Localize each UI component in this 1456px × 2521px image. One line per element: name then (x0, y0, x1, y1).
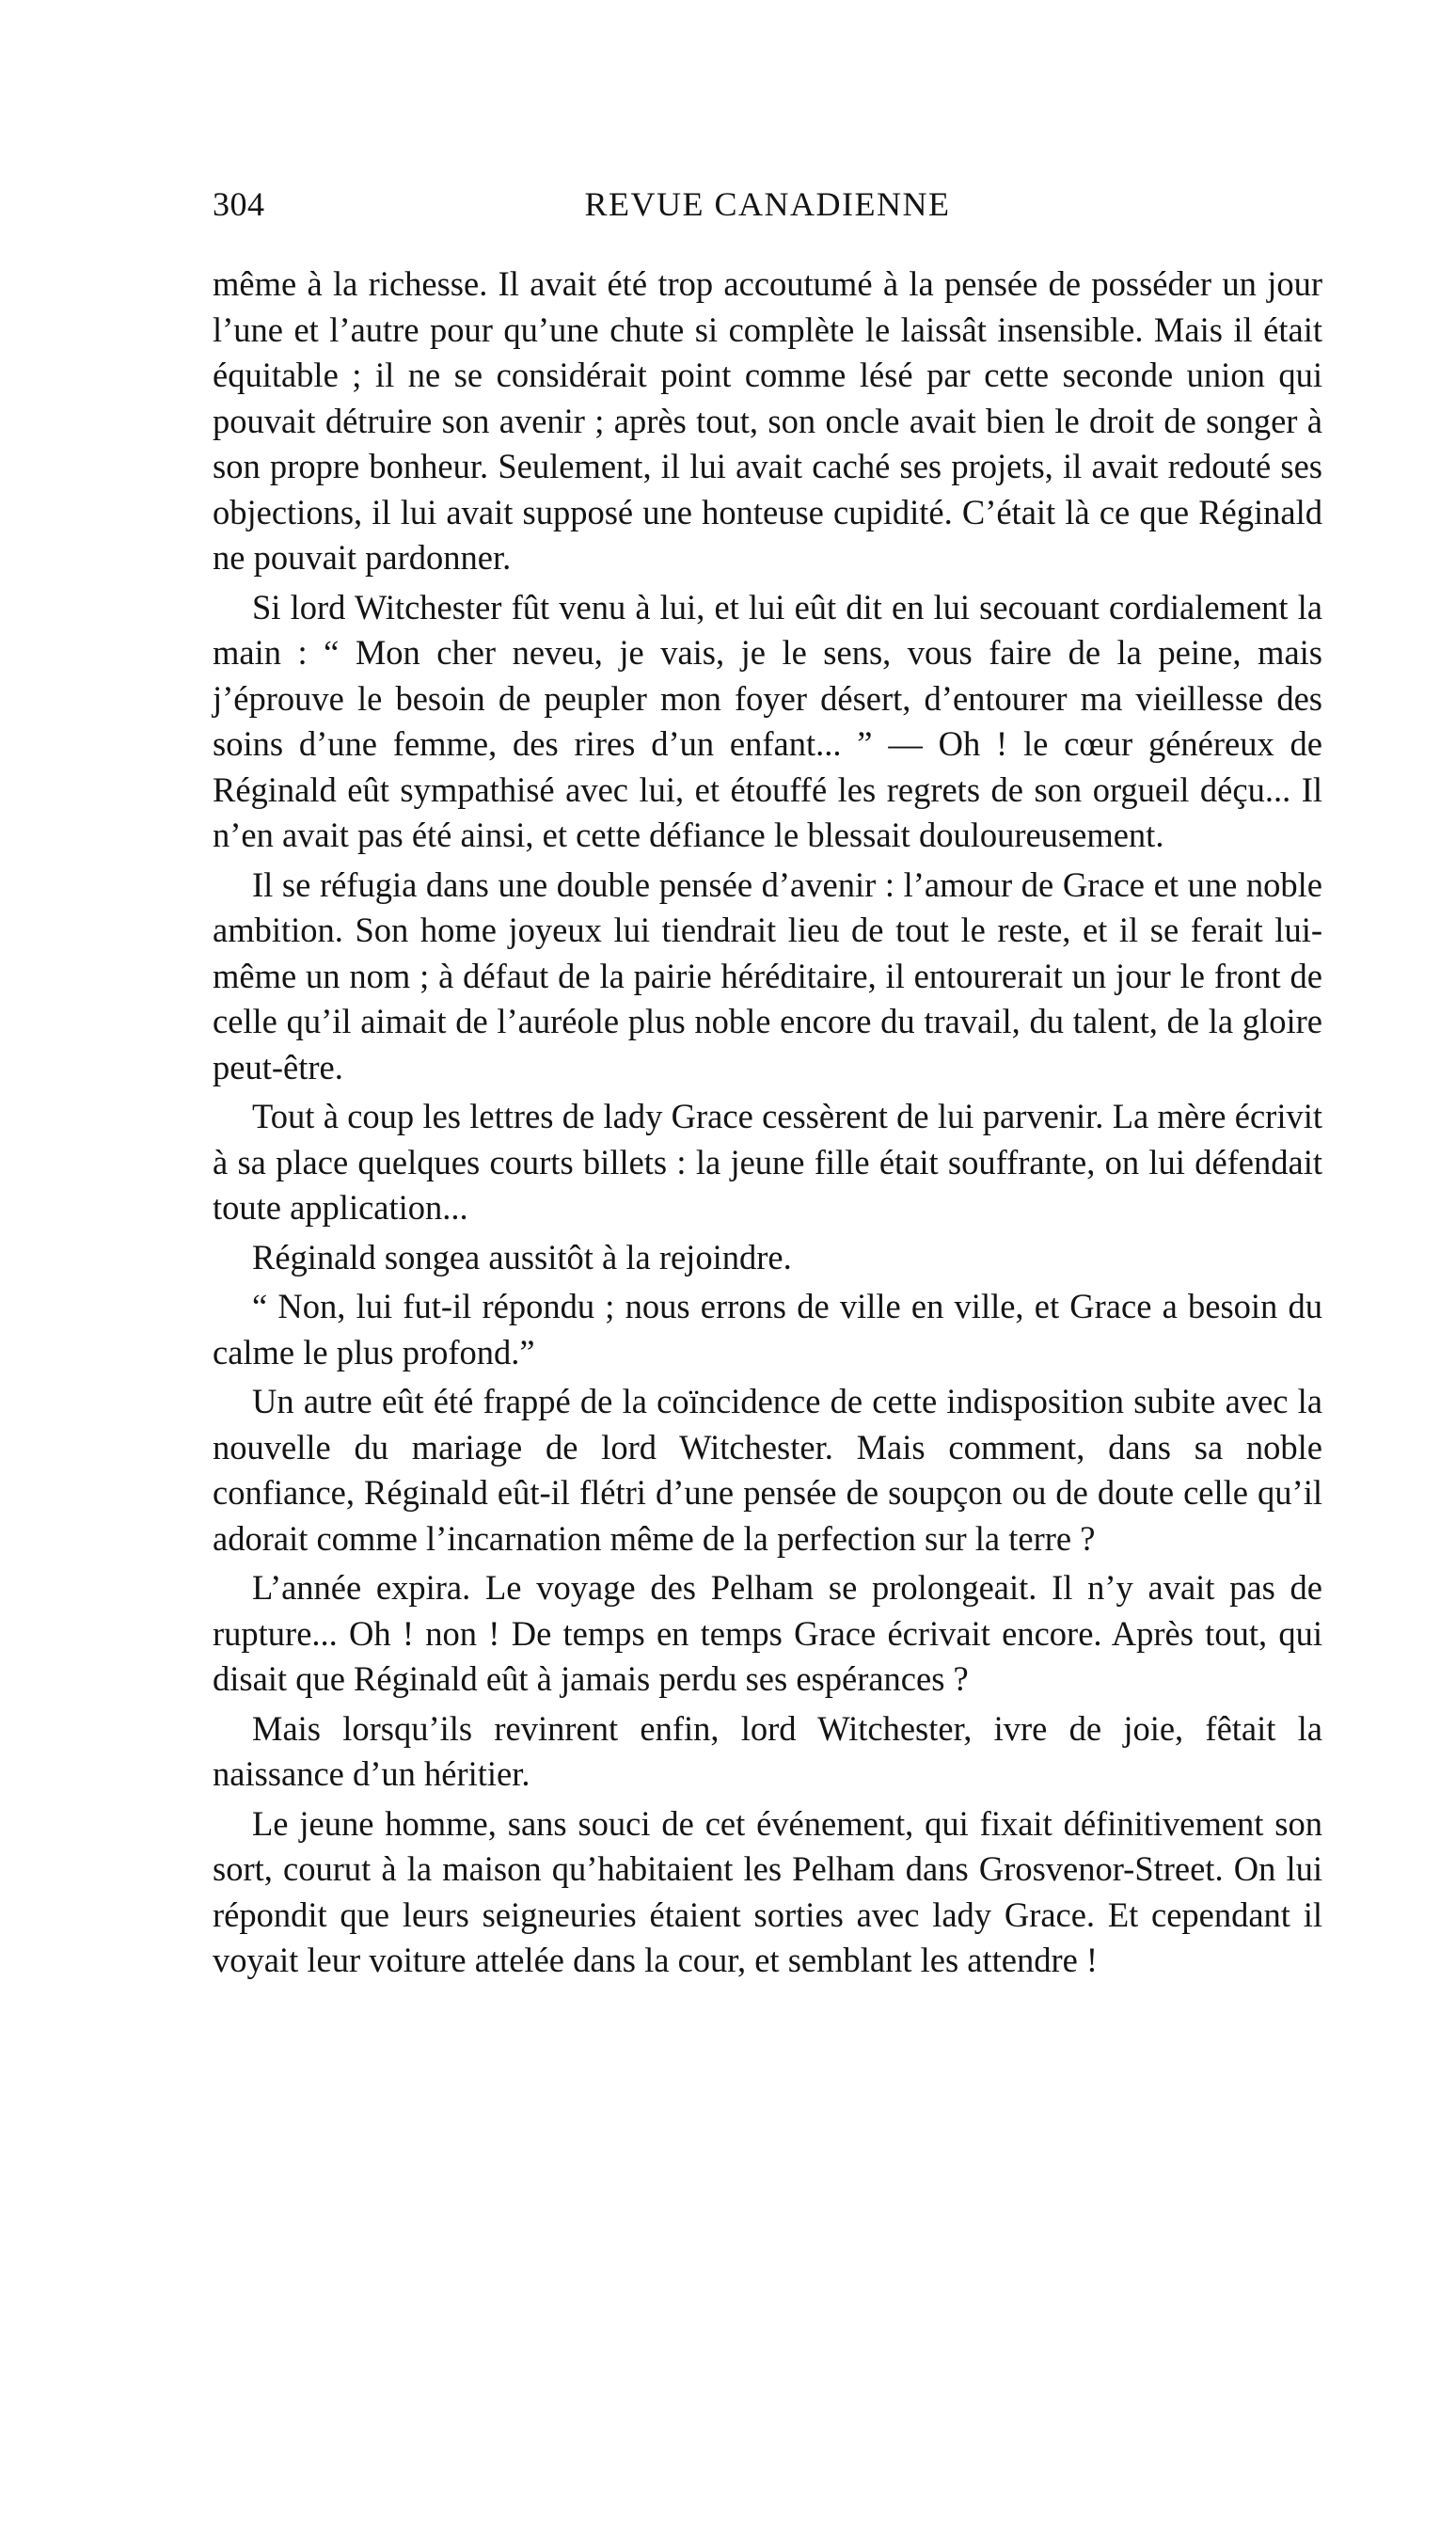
paragraph: L’année expira. Le voyage des Pelham se prolongeait. Il n’y avait pas de rupture... Oh ! non ! De temps en temps Grace écrivait encore. Après tout, qui disait que Réginald eût à jamais perdu ses espérances ? (213, 1568, 1322, 1698)
body-text (213, 262, 1322, 1988)
paragraph: Le jeune homme, sans souci de cet événement, qui fixait définitivement son sort, courut à la maison qu’habitaient les Pelham dans Grosvenor-Street. On lui répondit que leurs seigneuries étaient sorties avec lady Grace. Et cependant il voyait leur voiture attelée dans la cour, et semblant les attendre ! (213, 1803, 1322, 1979)
paragraph: Mais lorsqu’ils revinrent enfin, lord Witchester, ivre de joie, fêtait la naissance d’un héritier. (213, 1708, 1322, 1793)
paragraph: Réginald songea aussitôt à la rejoindre. (252, 1237, 792, 1276)
paragraph: “ Non, lui fut-il répondu ; nous errons de ville en ville, et Grace a besoin du calme le plus profond.” (213, 1287, 1322, 1371)
paragraph: Il se réfugia dans une double pensée d’avenir : l’amour de Grace et une noble ambition. Son home joyeux lui tiendrait lieu de tout le reste, et il se ferait lui-même un nom ; à défaut de la pairie héréditaire, il entourerait un jour le front de celle qu’il aimait de l’auréole plus noble encore du travail, du talent, de la gloire peut-être. (213, 864, 1322, 1086)
page-header (213, 184, 1322, 237)
paragraph: Si lord Witchester fût venu à lui, et lui eût dit en lui secouant cordialement la main : “ Mon cher neveu, je vais, je le sens, vous faire de la peine, mais j’éprouve le besoin de peupler mon foyer désert, d’entourer ma vieillesse des soins d’une femme, des rires d’un enfant... ” — Oh ! le cœur généreux de Réginald eût sympathisé avec lui, et étouffé les regrets de son orgueil déçu... Il n’en avait pas été ainsi, et cette défiance le blessait douloureusement. (213, 587, 1322, 854)
page-number: 304 (213, 185, 265, 223)
paragraph: même à la richesse. Il avait été trop accoutumé à la pensée de posséder un jour l’une et l’autre pour qu’une chute si complète le laissât insensible. Mais il était équitable ; il ne se considérait point comme lésé par cette seconde union qui pouvait détruire son avenir ; après tout, son oncle avait bien le droit de songer à son propre bonheur. Seulement, il lui avait caché ses projets, il avait redouté ses objections, il lui avait supposé une honteuse cupidité. C’était là ce que Réginald ne pouvait pardonner. (213, 264, 1322, 577)
paragraph: Un autre eût été frappé de la coïncidence de cette indisposition subite avec la nouvelle du mariage de lord Witchester. Mais comment, dans sa noble confiance, Réginald eût-il flétri d’une pensée de soupçon ou de doute celle qu’il adorait comme l’incarnation même de la perfection sur la terre ? (213, 1382, 1322, 1558)
running-title: REVUE CANADIENNE (584, 185, 951, 223)
paragraph: Tout à coup les lettres de lady Grace cessèrent de lui parvenir. La mère écrivit à sa place quelques courts billets : la jeune fille était souffrante, on lui défendait toute application... (213, 1097, 1322, 1227)
